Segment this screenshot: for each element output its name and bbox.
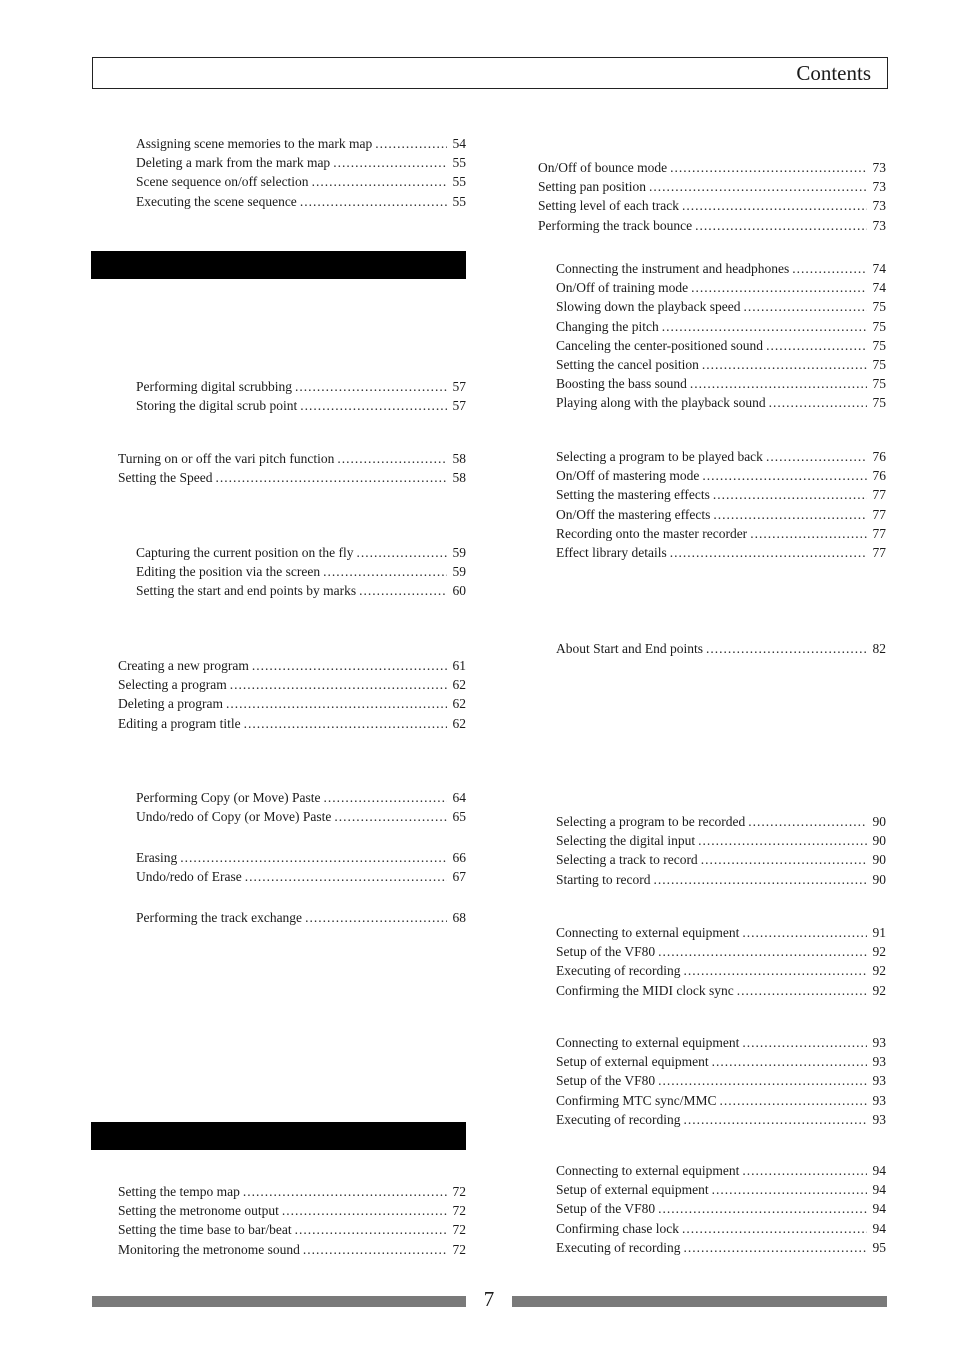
toc-entry xyxy=(556,485,886,504)
dot-leader xyxy=(282,1201,447,1220)
toc-entry-title: Executing the scene sequence xyxy=(136,193,297,209)
toc-entry xyxy=(118,656,466,675)
toc-entry-page: 92 xyxy=(872,963,886,979)
toc-entry-title: Setting the mastering effects xyxy=(556,487,710,503)
toc-entry-page: 72 xyxy=(452,1241,466,1257)
toc-entry xyxy=(136,134,466,153)
toc-entry xyxy=(556,812,886,831)
toc-entry-page: 82 xyxy=(872,641,886,656)
footer-rule-left xyxy=(92,1296,466,1307)
dot-leader xyxy=(230,675,447,694)
toc-entry xyxy=(556,1052,886,1071)
toc-entry-title: Executing of recording xyxy=(556,1111,681,1127)
dot-leader xyxy=(323,788,447,807)
dot-leader xyxy=(682,1219,867,1238)
toc-entry xyxy=(556,1071,886,1090)
toc-group xyxy=(556,1033,886,1129)
toc-entry-page: 94 xyxy=(872,1163,886,1178)
toc-entry xyxy=(538,158,886,177)
toc-entry-page: 90 xyxy=(872,814,886,829)
toc-group xyxy=(556,812,886,889)
toc-entry-title: Starting to record xyxy=(556,871,651,887)
header-box xyxy=(92,57,888,89)
toc-entry xyxy=(556,374,886,393)
dot-leader xyxy=(683,1238,867,1257)
toc-entry xyxy=(556,393,886,412)
toc-entry xyxy=(556,870,886,889)
toc-entry xyxy=(136,807,466,826)
page-number: 7 xyxy=(483,1287,495,1311)
toc-entry xyxy=(556,317,886,336)
toc-entry-title: Scene sequence on/off selection xyxy=(136,174,309,190)
toc-entry xyxy=(556,1110,886,1129)
toc-entry-title: Connecting to external equipment xyxy=(556,1163,740,1178)
dot-leader xyxy=(713,505,867,524)
toc-group xyxy=(556,447,886,562)
toc-entry-page: 62 xyxy=(452,696,466,712)
toc-entry-page: 92 xyxy=(872,944,886,960)
dot-leader xyxy=(334,807,447,826)
dot-leader xyxy=(670,158,867,177)
toc-entry xyxy=(136,172,466,191)
toc-entry xyxy=(556,1219,886,1238)
toc-entry xyxy=(118,1201,466,1220)
dot-leader xyxy=(300,396,447,415)
dot-leader xyxy=(375,134,447,153)
toc-group xyxy=(556,923,886,1000)
toc-entry-page: 75 xyxy=(872,356,886,372)
dot-leader xyxy=(658,1071,867,1090)
toc-entry xyxy=(556,850,886,869)
toc-group xyxy=(136,908,466,927)
toc-entry xyxy=(538,177,886,196)
toc-entry-title: Deleting a mark from the mark map xyxy=(136,155,331,171)
toc-entry xyxy=(556,981,886,1000)
toc-entry-page: 94 xyxy=(872,1201,886,1217)
toc-entry-title: Boosting the bass sound xyxy=(556,376,687,392)
toc-entry-title: Canceling the center-positioned sound xyxy=(556,337,764,353)
toc-entry-page: 64 xyxy=(452,790,466,805)
toc-entry xyxy=(118,1182,466,1201)
toc-entry-page: 61 xyxy=(452,658,466,673)
toc-entry-title: Confirming MTC sync/MMC xyxy=(556,1092,717,1108)
toc-entry-title: Setup of the VF80 xyxy=(556,1201,656,1217)
toc-entry-title: Monitoring the metronome sound xyxy=(118,1241,300,1257)
toc-entry-title: Connecting to external equipment xyxy=(556,925,740,940)
dot-leader xyxy=(748,812,867,831)
toc-entry-title: Connecting the instrument and headphones xyxy=(556,261,790,276)
toc-entry-page: 66 xyxy=(452,850,466,865)
toc-entry xyxy=(556,1161,886,1180)
toc-entry-page: 77 xyxy=(872,487,886,503)
toc-group xyxy=(118,449,466,487)
toc-entry xyxy=(136,581,466,600)
toc-entry-title: Setting the time base to bar/beat xyxy=(118,1222,292,1238)
toc-entry-title: Setting the Speed xyxy=(118,470,213,486)
toc-entry-page: 93 xyxy=(872,1054,886,1070)
toc-group xyxy=(136,377,466,415)
toc-entry-page: 65 xyxy=(452,809,466,825)
toc-entry xyxy=(136,788,466,807)
toc-entry-title: Connecting to external equipment xyxy=(556,1035,740,1050)
toc-entry-title: Setup of the VF80 xyxy=(556,944,656,960)
toc-entry-title: Performing the track bounce xyxy=(538,217,693,233)
dot-leader xyxy=(712,1180,867,1199)
dot-leader xyxy=(649,177,867,196)
toc-entry xyxy=(556,961,886,980)
toc-entry-page: 74 xyxy=(872,261,886,276)
toc-entry-title: Selecting the digital input xyxy=(556,833,696,849)
dot-leader xyxy=(683,961,867,980)
toc-group xyxy=(136,543,466,601)
toc-entry-page: 75 xyxy=(872,337,886,353)
toc-entry xyxy=(556,831,886,850)
toc-entry xyxy=(556,336,886,355)
toc-entry xyxy=(136,908,466,927)
toc-entry-title: Changing the pitch xyxy=(556,318,659,334)
dot-leader xyxy=(653,870,867,889)
toc-entry xyxy=(556,1033,886,1052)
dot-leader xyxy=(702,355,867,374)
toc-entry xyxy=(118,1220,466,1239)
toc-entry xyxy=(118,694,466,713)
dot-leader xyxy=(670,543,867,562)
toc-entry-page: 54 xyxy=(452,136,466,151)
toc-entry-page: 93 xyxy=(872,1092,886,1108)
toc-entry xyxy=(118,714,466,733)
dot-leader xyxy=(300,192,447,211)
toc-entry-page: 90 xyxy=(872,852,886,868)
toc-entry-title: Recording onto the master recorder xyxy=(556,525,748,541)
toc-entry-title: Turning on or off the vari pitch function xyxy=(118,451,335,466)
dot-leader xyxy=(691,278,867,297)
dot-leader xyxy=(720,1091,867,1110)
toc-entry-title: Editing a program title xyxy=(118,715,241,731)
toc-entry xyxy=(556,466,886,485)
toc-entry xyxy=(556,543,886,562)
toc-group xyxy=(136,788,466,826)
section-heading-bar xyxy=(91,1122,466,1150)
dot-leader xyxy=(713,485,867,504)
toc-entry xyxy=(556,1238,886,1257)
toc-entry-title: Selecting a program to be played back xyxy=(556,449,763,464)
toc-entry-page: 60 xyxy=(452,583,466,599)
toc-group xyxy=(118,1182,466,1259)
dot-leader xyxy=(226,694,447,713)
toc-entry-title: Setup of external equipment xyxy=(556,1054,709,1070)
toc-entry-page: 58 xyxy=(452,451,466,466)
dot-leader xyxy=(737,981,867,1000)
toc-entry-title: On/Off of training mode xyxy=(556,280,689,296)
toc-entry-page: 59 xyxy=(452,564,466,580)
dot-leader xyxy=(742,923,867,942)
toc-entry-page: 57 xyxy=(452,379,466,394)
dot-leader xyxy=(769,393,867,412)
dot-leader xyxy=(303,1240,447,1259)
toc-group xyxy=(136,848,466,886)
toc-entry-page: 93 xyxy=(872,1035,886,1050)
toc-group xyxy=(556,1161,886,1257)
toc-group xyxy=(118,656,466,733)
toc-entry xyxy=(136,562,466,581)
toc-entry xyxy=(556,524,886,543)
toc-entry-title: Setting the metronome output xyxy=(118,1203,279,1219)
dot-leader xyxy=(180,848,447,867)
toc-entry-page: 62 xyxy=(452,715,466,731)
section-heading-bar xyxy=(91,251,466,279)
toc-entry xyxy=(556,1199,886,1218)
dot-leader xyxy=(695,216,867,235)
toc-entry-title: On/Off the mastering effects xyxy=(556,506,711,522)
dot-leader xyxy=(701,850,867,869)
toc-entry-title: Slowing down the playback speed xyxy=(556,299,741,315)
toc-entry xyxy=(556,942,886,961)
dot-leader xyxy=(337,449,447,468)
toc-entry-page: 75 xyxy=(872,395,886,411)
toc-entry-page: 75 xyxy=(872,376,886,392)
toc-entry-page: 59 xyxy=(452,545,466,560)
toc-entry-title: Setup of external equipment xyxy=(556,1182,709,1198)
toc-entry-title: Deleting a program xyxy=(118,696,223,712)
dot-leader xyxy=(662,317,867,336)
dot-leader xyxy=(750,524,867,543)
footer-rule-right xyxy=(512,1296,887,1307)
toc-entry-title: Performing the track exchange xyxy=(136,910,303,925)
toc-group xyxy=(556,259,886,413)
toc-entry-page: 67 xyxy=(452,869,466,885)
toc-entry-page: 94 xyxy=(872,1182,886,1198)
dot-leader xyxy=(742,1161,867,1180)
toc-entry xyxy=(136,192,466,211)
toc-entry-title: Effect library details xyxy=(556,544,667,560)
toc-entry-page: 76 xyxy=(872,468,886,484)
toc-entry-title: On/Off of mastering mode xyxy=(556,468,700,484)
toc-entry-page: 90 xyxy=(872,871,886,887)
toc-entry-page: 77 xyxy=(872,506,886,522)
toc-entry xyxy=(136,848,466,867)
toc-entry-title: Setting the tempo map xyxy=(118,1184,240,1199)
dot-leader xyxy=(682,196,867,215)
toc-group xyxy=(538,158,886,235)
toc-entry-page: 55 xyxy=(452,155,466,171)
dot-leader xyxy=(702,466,867,485)
dot-leader xyxy=(333,153,447,172)
toc-entry-page: 75 xyxy=(872,318,886,334)
toc-entry-title: Selecting a program to be recorded xyxy=(556,814,746,829)
dot-leader xyxy=(792,259,867,278)
dot-leader xyxy=(245,867,447,886)
toc-entry xyxy=(556,447,886,466)
toc-entry-page: 72 xyxy=(452,1184,466,1199)
toc-group xyxy=(556,639,886,658)
toc-entry-title: Editing the position via the screen xyxy=(136,564,321,580)
toc-group xyxy=(136,134,466,211)
dot-leader xyxy=(698,831,867,850)
toc-entry-title: Undo/redo of Copy (or Move) Paste xyxy=(136,809,332,825)
toc-entry-title: Setting level of each track xyxy=(538,198,679,214)
toc-entry xyxy=(136,396,466,415)
dot-leader xyxy=(305,908,447,927)
toc-entry xyxy=(556,259,886,278)
dot-leader xyxy=(712,1052,867,1071)
toc-entry xyxy=(136,867,466,886)
dot-leader xyxy=(295,1220,447,1239)
toc-entry-title: Assigning scene memories to the mark map xyxy=(136,136,373,151)
dot-leader xyxy=(244,714,447,733)
toc-entry-page: 72 xyxy=(452,1222,466,1238)
toc-entry-title: Performing digital scrubbing xyxy=(136,379,292,394)
dot-leader xyxy=(690,374,867,393)
toc-entry-title: Selecting a program xyxy=(118,677,227,693)
toc-entry-page: 77 xyxy=(872,525,886,541)
toc-entry xyxy=(556,278,886,297)
toc-entry xyxy=(118,675,466,694)
dot-leader xyxy=(683,1110,867,1129)
toc-entry-title: Performing Copy (or Move) Paste xyxy=(136,790,321,805)
toc-entry-page: 73 xyxy=(872,217,886,233)
toc-entry-page: 74 xyxy=(872,280,886,296)
dot-leader xyxy=(359,581,447,600)
toc-entry-page: 57 xyxy=(452,398,466,414)
toc-entry xyxy=(136,377,466,396)
toc-entry-title: Setting pan position xyxy=(538,179,646,195)
toc-entry-page: 55 xyxy=(452,193,466,209)
dot-leader xyxy=(252,656,447,675)
toc-entry-title: Setup of the VF80 xyxy=(556,1073,656,1089)
toc-entry-title: Confirming the MIDI clock sync xyxy=(556,982,734,998)
dot-leader xyxy=(658,1199,867,1218)
toc-entry xyxy=(556,639,886,658)
toc-entry-title: On/Off of bounce mode xyxy=(538,160,668,175)
dot-leader xyxy=(323,562,447,581)
toc-entry-page: 92 xyxy=(872,982,886,998)
toc-entry xyxy=(556,297,886,316)
toc-entry-title: Executing of recording xyxy=(556,1239,681,1255)
toc-entry-page: 94 xyxy=(872,1220,886,1236)
toc-entry xyxy=(118,1240,466,1259)
toc-entry-page: 68 xyxy=(452,910,466,925)
toc-entry xyxy=(118,449,466,468)
toc-entry-title: Setting the cancel position xyxy=(556,356,699,372)
toc-entry xyxy=(118,468,466,487)
toc-entry-title: Executing of recording xyxy=(556,963,681,979)
toc-entry-title: Playing along with the playback sound xyxy=(556,395,766,411)
toc-entry-page: 77 xyxy=(872,544,886,560)
dot-leader xyxy=(216,468,448,487)
toc-entry xyxy=(136,543,466,562)
page-title: Contents xyxy=(796,61,871,85)
toc-entry-title: Confirming chase lock xyxy=(556,1220,679,1236)
toc-entry-title: Capturing the current position on the fly xyxy=(136,545,354,560)
toc-entry-title: Setting the start and end points by marks xyxy=(136,583,357,599)
toc-entry-page: 73 xyxy=(872,160,886,175)
toc-entry xyxy=(556,1180,886,1199)
toc-entry-page: 75 xyxy=(872,299,886,315)
toc-entry-title: Selecting a track to record xyxy=(556,852,698,868)
dot-leader xyxy=(356,543,447,562)
toc-entry-page: 73 xyxy=(872,198,886,214)
toc-entry-title: Undo/redo of Erase xyxy=(136,869,242,885)
dot-leader xyxy=(295,377,447,396)
toc-entry-page: 58 xyxy=(452,470,466,486)
toc-entry-title: Creating a new program xyxy=(118,658,249,673)
toc-entry-page: 93 xyxy=(872,1111,886,1127)
toc-entry-title: Erasing xyxy=(136,850,178,865)
toc-entry xyxy=(538,216,886,235)
toc-entry-page: 62 xyxy=(452,677,466,693)
toc-entry xyxy=(556,1091,886,1110)
dot-leader xyxy=(766,336,867,355)
toc-entry-page: 55 xyxy=(452,174,466,190)
toc-entry-page: 91 xyxy=(872,925,886,940)
toc-entry xyxy=(538,196,886,215)
dot-leader xyxy=(706,639,867,658)
dot-leader xyxy=(742,1033,867,1052)
toc-entry-page: 95 xyxy=(872,1239,886,1255)
toc-entry-title: About Start and End points xyxy=(556,641,703,656)
toc-entry xyxy=(136,153,466,172)
dot-leader xyxy=(658,942,867,961)
toc-entry xyxy=(556,355,886,374)
toc-entry-page: 73 xyxy=(872,179,886,195)
toc-entry-page: 76 xyxy=(872,449,886,464)
dot-leader xyxy=(243,1182,447,1201)
toc-entry-page: 93 xyxy=(872,1073,886,1089)
toc-entry xyxy=(556,923,886,942)
toc-entry-page: 72 xyxy=(452,1203,466,1219)
toc-entry-title: Storing the digital scrub point xyxy=(136,398,298,414)
dot-leader xyxy=(743,297,867,316)
dot-leader xyxy=(312,172,447,191)
toc-entry xyxy=(556,505,886,524)
dot-leader xyxy=(766,447,867,466)
toc-entry-page: 90 xyxy=(872,833,886,849)
